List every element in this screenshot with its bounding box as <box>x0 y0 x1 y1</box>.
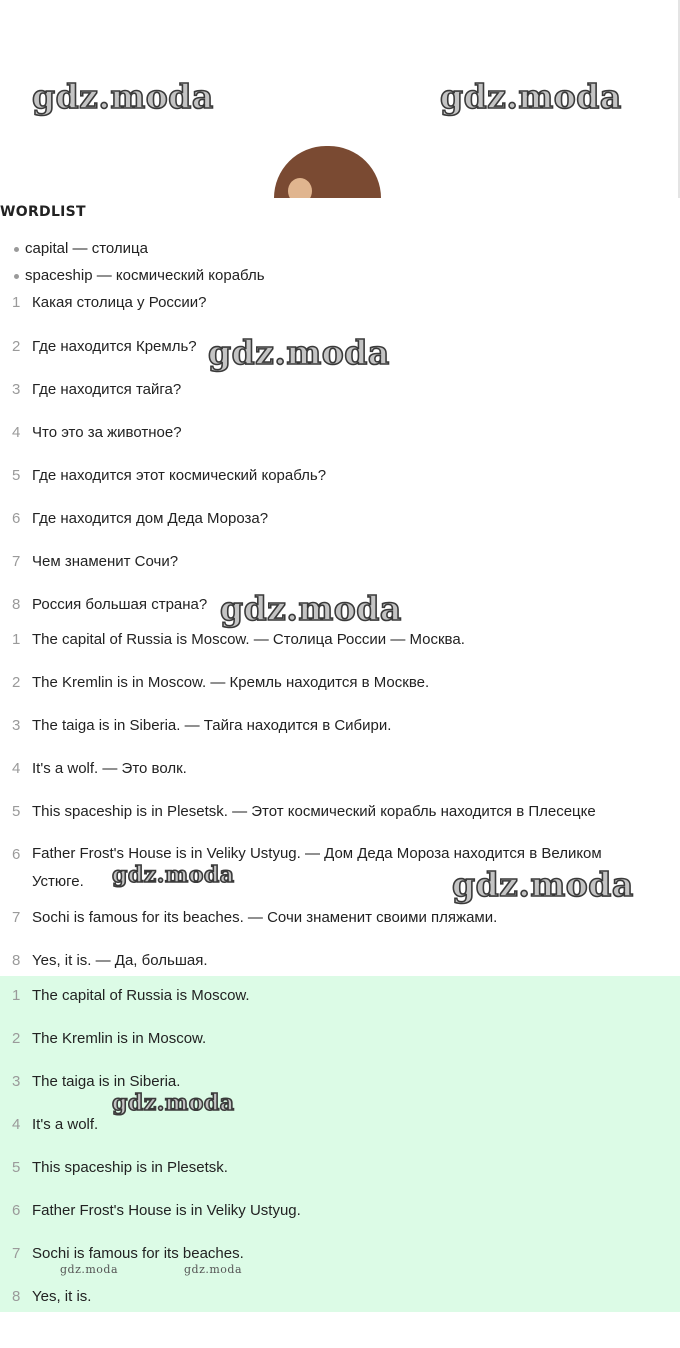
answer-text: Yes, it is. <box>32 1288 92 1305</box>
question-text: Россия большая страна? <box>32 596 208 613</box>
answer-text: The capital of Russia is Moscow. <box>32 987 250 1004</box>
item-number: 3 <box>12 717 21 734</box>
question-text: Где находится дом Деда Мороза? <box>32 510 269 527</box>
question-text: Какая столица у России? <box>32 294 207 311</box>
watermark-logo: gdz.moda <box>452 865 634 904</box>
watermark-logo: gdz.moda <box>440 77 622 116</box>
watermark-logo: gdz.moda <box>208 333 390 372</box>
question-text: Что это за животное? <box>32 424 182 441</box>
translation-text: It's a wolf. — Это волк. <box>32 760 187 777</box>
item-number: 1 <box>12 631 21 648</box>
item-number: 8 <box>12 952 21 969</box>
item-number: 1 <box>12 987 21 1004</box>
answer-text: The taiga is in Siberia. <box>32 1073 181 1090</box>
translation-text: The taiga is in Siberia. — Тайга находится в Сибири. <box>32 717 392 734</box>
watermark-logo: gdz.moda <box>112 1090 235 1116</box>
translation-text: Yes, it is. — Да, большая. <box>32 952 208 969</box>
translation-text: Father Frost's House is in Veliky Ustyug. — Дом Деда Мороза находится в Великом Устюге. <box>32 845 602 890</box>
avatar <box>274 146 381 198</box>
watermark-logo: gdz.moda <box>60 1263 119 1276</box>
item-number: 4 <box>12 424 21 441</box>
translation-text: This spaceship is in Plesetsk. — Этот космический корабль находится в Плесецке <box>32 803 596 820</box>
question-text: Чем знаменит Сочи? <box>32 553 179 570</box>
item-number: 4 <box>12 1116 21 1133</box>
watermark-logo: gdz.moda <box>220 589 402 628</box>
translation-text: Sochi is famous for its beaches. — Сочи знаменит своими пляжами. <box>32 909 498 926</box>
item-number: 6 <box>12 1202 21 1219</box>
wordlist-item <box>14 238 148 260</box>
question-text: Где находится Кремль? <box>32 338 197 355</box>
item-number: 7 <box>12 1245 21 1262</box>
wordlist-item-text: capital — столица <box>25 240 148 257</box>
item-number: 8 <box>12 596 21 613</box>
item-number: 8 <box>12 1288 21 1305</box>
translation-text: The Kremlin is in Moscow. — Кремль находится в Москве. <box>32 674 430 691</box>
item-number: 7 <box>12 553 21 570</box>
answer-text: It's a wolf. <box>32 1116 99 1133</box>
item-number: 6 <box>12 510 21 527</box>
answer-text: Father Frost's House is in Veliky Ustyug. <box>32 1202 301 1219</box>
watermark-logo: gdz.moda <box>184 1263 243 1276</box>
item-number: 5 <box>12 803 21 820</box>
watermark-logo: gdz.moda <box>32 77 214 116</box>
wordlist-item <box>14 265 265 287</box>
item-number: 5 <box>12 1159 21 1176</box>
item-number: 1 <box>12 294 21 311</box>
question-text: Где находится этот космический корабль? <box>32 467 327 484</box>
translation-text: The capital of Russia is Moscow. — Столица России — Москва. <box>32 631 465 648</box>
item-number: 6 <box>12 846 21 863</box>
bullet-icon <box>14 247 19 252</box>
item-number: 4 <box>12 760 21 777</box>
item-number: 5 <box>12 467 21 484</box>
item-number: 2 <box>12 338 21 355</box>
item-number: 3 <box>12 381 21 398</box>
wordlist-item-text: spaceship — космический корабль <box>25 267 265 284</box>
bullet-icon <box>14 274 19 279</box>
item-number: 7 <box>12 909 21 926</box>
answer-text: This spaceship is in Plesetsk. <box>32 1159 228 1176</box>
wordlist-title: WORDLIST <box>0 204 86 220</box>
item-number: 2 <box>12 1030 21 1047</box>
watermark-logo: gdz.moda <box>112 862 235 888</box>
question-text: Где находится тайга? <box>32 381 182 398</box>
answer-text: Sochi is famous for its beaches. <box>32 1245 244 1262</box>
item-number: 3 <box>12 1073 21 1090</box>
item-number: 2 <box>12 674 21 691</box>
answer-text: The Kremlin is in Moscow. <box>32 1030 207 1047</box>
